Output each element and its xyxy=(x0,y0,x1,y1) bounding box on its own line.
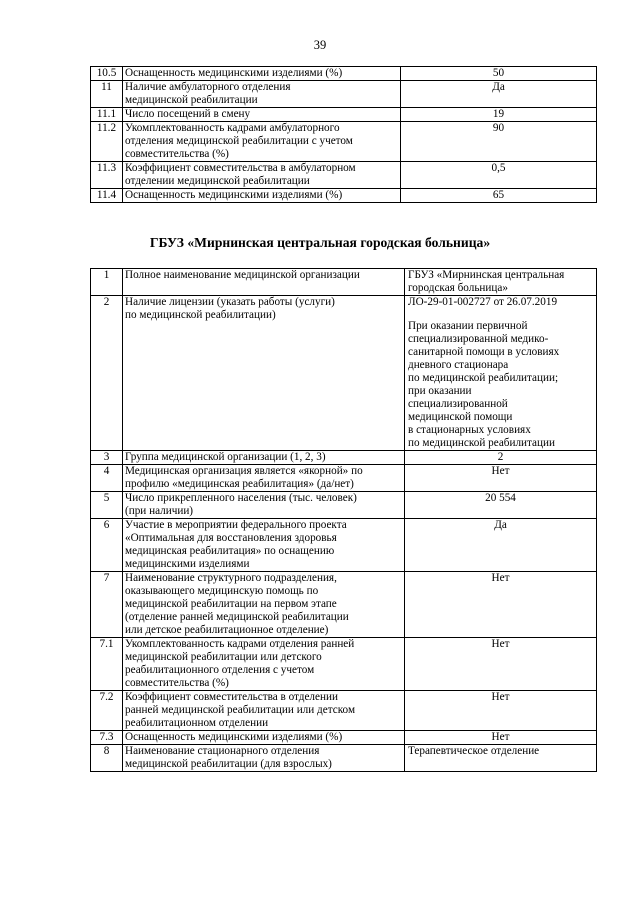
cell-text-line: Коэффициент совместительства в амбулаторном xyxy=(125,162,356,174)
cell-text-line: (при наличии) xyxy=(125,505,194,517)
table-row xyxy=(91,296,597,451)
cell-text-line: медицинскими изделиями xyxy=(125,558,250,570)
cell-text-line: по медицинской реабилитации xyxy=(408,437,555,449)
row-label xyxy=(123,492,405,519)
row-value xyxy=(405,745,597,772)
table-row xyxy=(91,451,597,465)
row-label xyxy=(123,189,401,203)
row-number: 10.5 xyxy=(91,67,123,81)
row-number: 2 xyxy=(91,296,123,451)
cell-text-line: (отделение ранней медицинской реабилитации xyxy=(125,611,349,623)
row-number: 7.3 xyxy=(91,731,123,745)
cell-text-line: Медицинская организация является «якорной» по xyxy=(125,465,363,477)
cell-text-line: Нет xyxy=(491,638,510,650)
cell-text-line: отделении медицинской реабилитации xyxy=(125,175,310,187)
row-value: 90 xyxy=(401,122,597,162)
cell-text-line: Число посещений в смену xyxy=(125,108,251,120)
row-value xyxy=(405,519,597,572)
cell-text-line: по медицинской реабилитации) xyxy=(125,309,276,321)
cell-text-line: Оснащенность медицинскими изделиями (%) xyxy=(125,67,343,79)
cell-text-line: медицинской реабилитации на первом этапе xyxy=(125,598,337,610)
row-label xyxy=(123,572,405,638)
row-label xyxy=(123,296,405,451)
row-number: 1 xyxy=(91,269,123,296)
table-row xyxy=(91,122,597,162)
cell-text-line: совместительства (%) xyxy=(125,677,229,689)
table-row xyxy=(91,81,597,108)
cell-text-line: или детское реабилитационное отделение) xyxy=(125,624,329,636)
cell-text-line: Наличие лицензии (указать работы (услуги) xyxy=(125,296,335,308)
row-number: 11.4 xyxy=(91,189,123,203)
cell-text-line: Наименование стационарного отделения xyxy=(125,745,320,757)
table-row xyxy=(91,691,597,731)
cell-text-line: Нет xyxy=(491,465,510,477)
row-label xyxy=(123,122,401,162)
cell-text-line: дневного стационара xyxy=(408,359,509,371)
row-value xyxy=(405,691,597,731)
cell-text-line: реабилитационного отделения с учетом xyxy=(125,664,315,676)
cell-text-line: специализированной xyxy=(408,398,508,410)
row-value xyxy=(405,296,597,451)
cell-text-line: Оснащенность медицинскими изделиями (%) xyxy=(125,189,343,201)
cell-text-line: «Оптимальная для восстановления здоровья xyxy=(125,532,337,544)
row-value xyxy=(405,731,597,745)
section-title: ГБУЗ «Мирнинская центральная городская больница» xyxy=(149,235,491,250)
row-label xyxy=(123,451,405,465)
table-row xyxy=(91,519,597,572)
cell-text-line: Нет xyxy=(491,731,510,743)
cell-text-line: медицинской помощи xyxy=(408,411,513,423)
row-label xyxy=(123,638,405,691)
organization-table xyxy=(90,268,597,772)
row-label xyxy=(123,519,405,572)
row-value xyxy=(405,269,597,296)
cell-text-line: Коэффициент совместительства в отделении xyxy=(125,691,338,703)
row-value: 50 xyxy=(401,67,597,81)
cell-text-line: 2 xyxy=(497,451,504,463)
table-row xyxy=(91,638,597,691)
cell-text-line: совместительства (%) xyxy=(125,148,229,160)
cell-text-line: санитарной помощи в условиях xyxy=(408,346,560,358)
table-row xyxy=(91,162,597,189)
cell-text-line: оказывающего медицинскую помощь по xyxy=(125,585,319,597)
row-value: Да xyxy=(401,81,597,108)
indicators-table-top xyxy=(90,66,597,203)
table-row xyxy=(91,269,597,296)
row-number: 4 xyxy=(91,465,123,492)
cell-text-line: Укомплектованность кадрами амбулаторного xyxy=(125,122,340,134)
cell-text-line: профилю «медицинская реабилитация» (да/нет) xyxy=(125,478,354,490)
row-label xyxy=(123,691,405,731)
row-value xyxy=(405,465,597,492)
row-label xyxy=(123,81,401,108)
cell-text-line: Наименование структурного подразделения, xyxy=(125,572,337,584)
cell-text-line: ГБУЗ «Мирнинская центральная xyxy=(408,269,565,281)
row-label xyxy=(123,745,405,772)
row-value: 19 xyxy=(401,108,597,122)
cell-text-line: Наличие амбулаторного отделения xyxy=(125,81,291,93)
cell-text-line: медицинской реабилитации (для взрослых) xyxy=(125,758,332,770)
row-label xyxy=(123,67,401,81)
table-row xyxy=(91,492,597,519)
cell-text-line: Да xyxy=(494,519,507,531)
cell-text-line: в стационарных условиях xyxy=(408,424,531,436)
license-number: ЛО-29-01-002727 от 26.07.2019 xyxy=(408,296,558,308)
row-label xyxy=(123,731,405,745)
cell-text-line: по медицинской реабилитации; xyxy=(408,372,559,384)
row-number: 7 xyxy=(91,572,123,638)
row-number: 7.1 xyxy=(91,638,123,691)
cell-text-line: медицинской реабилитации или детского xyxy=(125,651,322,663)
row-number: 3 xyxy=(91,451,123,465)
table-row xyxy=(91,465,597,492)
row-number: 11.2 xyxy=(91,122,123,162)
cell-text-line: Оснащенность медицинскими изделиями (%) xyxy=(125,731,343,743)
cell-text-line: При оказании первичной xyxy=(408,320,528,332)
row-value xyxy=(405,451,597,465)
row-label xyxy=(123,108,401,122)
cell-text-line: реабилитационном отделении xyxy=(125,717,269,729)
cell-text-line: медицинской реабилитации xyxy=(125,94,258,106)
row-value xyxy=(405,492,597,519)
cell-text-line: Число прикрепленного населения (тыс. человек) xyxy=(125,492,357,504)
row-number: 5 xyxy=(91,492,123,519)
cell-text-line: отделения медицинской реабилитации с учетом xyxy=(125,135,353,147)
row-number: 8 xyxy=(91,745,123,772)
row-value xyxy=(405,638,597,691)
row-value xyxy=(405,572,597,638)
table-row xyxy=(91,572,597,638)
row-number: 11 xyxy=(91,81,123,108)
table-row xyxy=(91,731,597,745)
cell-text-line: Участие в мероприятии федерального проекта xyxy=(125,519,347,531)
cell-text-line: Укомплектованность кадрами отделения ранней xyxy=(125,638,355,650)
cell-text-line: Полное наименование медицинской организации xyxy=(125,269,360,281)
cell-text-line: Нет xyxy=(491,691,510,703)
cell-text-line: Нет xyxy=(491,572,510,584)
row-value: 65 xyxy=(401,189,597,203)
cell-text-line: городская больница» xyxy=(408,282,508,294)
cell-text-line: специализированной медико- xyxy=(408,333,549,345)
cell-text-line: ранней медицинской реабилитации или детском xyxy=(125,704,356,716)
cell-text-line: при оказании xyxy=(408,385,472,397)
cell-text-line: Терапевтическое отделение xyxy=(408,745,540,757)
cell-text-line: 20 554 xyxy=(485,492,516,504)
row-number: 11.1 xyxy=(91,108,123,122)
table-row xyxy=(91,189,597,203)
table-row xyxy=(91,745,597,772)
row-label xyxy=(123,162,401,189)
table-row xyxy=(91,67,597,81)
row-number: 6 xyxy=(91,519,123,572)
row-number: 7.2 xyxy=(91,691,123,731)
cell-text-line: Группа медицинской организации (1, 2, 3) xyxy=(125,451,326,463)
row-value: 0,5 xyxy=(401,162,597,189)
table-row xyxy=(91,108,597,122)
cell-text-line: медицинская реабилитация» по оснащению xyxy=(125,545,335,557)
row-label xyxy=(123,465,405,492)
row-number: 11.3 xyxy=(91,162,123,189)
page-number: 39 xyxy=(313,38,327,52)
row-label xyxy=(123,269,405,296)
